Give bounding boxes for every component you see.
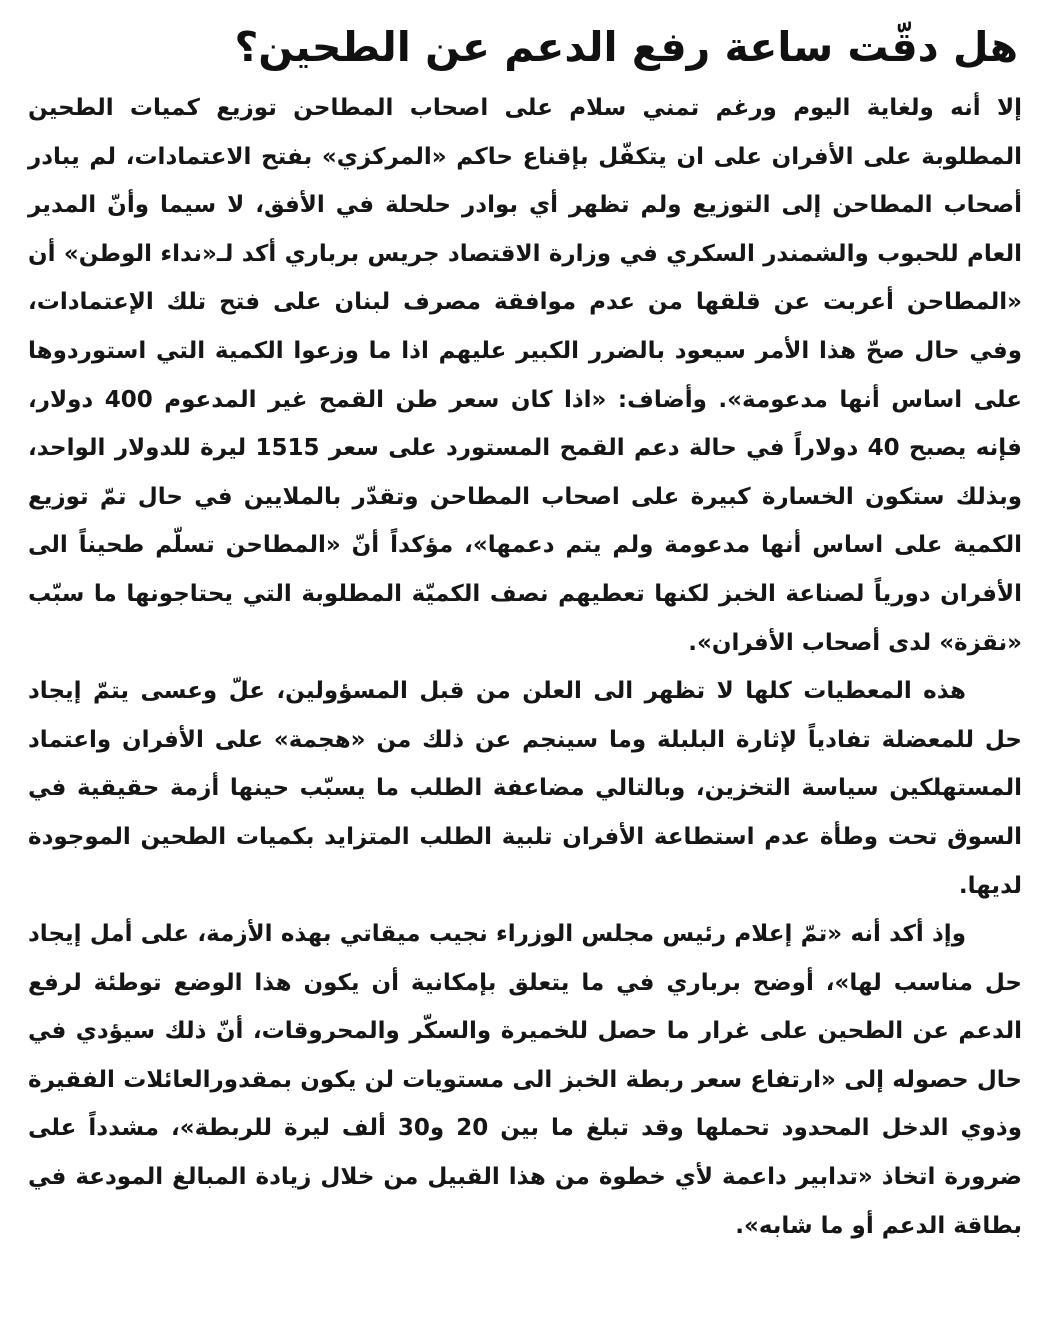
article-headline: هل دقّت ساعة رفع الدعم عن الطحين؟ <box>234 23 1018 71</box>
article-paragraph-2: هذه المعطيات كلها لا تظهر الى العلن من قبل المسؤولين، علّ وعسى يتمّ إيجاد حل للمعضلة تفادياً لإثارة البلبلة وما سينجم عن ذلك من «هجمة» على الأفران واعتماد المستهلكين سياسة التخزين، وبالتالي مضاعفة الطلب ما يسبّب حينها أزمة حقيقية في السوق تحت وطأة عدم استطاعة الأفران تلبية الطلب المتزايد بكميات الطحين الموجودة لديها. <box>28 678 1022 899</box>
article-paragraph-3: وإذ أكد أنه «تمّ إعلام رئيس مجلس الوزراء نجيب ميقاتي بهذه الأزمة، على أمل إيجاد حل مناسب لها»، أوضح برباري في ما يتعلق بإمكانية أن يكون هذا الوضع توطئة لرفع الدعم عن الطحين على غرار ما حصل للخميرة والسكّر والمحروقات، أنّ ذلك سيؤدي في حال حصوله إلى «ارتفاع سعر ربطة الخبز الى مستويات لن يكون بمقدورالعائلات الفقيرة وذوي الدخل المحدود تحملها وقد تبلغ ما بين 20 و30 ألف ليرة للربطة»، مشدداً على ضرورة اتخاذ «تدابير داعمة لأي خطوة من هذا القبيل من خلال زيادة المبالغ المودعة في بطاقة الدعم أو ما شابه». <box>28 921 1022 1239</box>
news-article <box>28 14 1022 1320</box>
article-body <box>28 84 1022 1250</box>
article-paragraph-1: إلا أنه ولغاية اليوم ورغم تمني سلام على اصحاب المطاحن توزيع كميات الطحين المطلوبة على الأفران على ان يتكفّل بإقناع حاكم «المركزي» بفتح الاعتمادات، لم يبادر أصحاب المطاحن إلى التوزيع ولم تظهر أي بوادر حلحلة في الأفق، لا سيما وأنّ المدير العام للحبوب والشمندر السكري في وزارة الاقتصاد جريس برباري أكد لـ«نداء الوطن» أن «المطاحن أعربت عن قلقها من عدم موافقة مصرف لبنان على فتح تلك الإعتمادات، وفي حال صحّ هذا الأمر سيعود بالضرر الكبير عليهم اذا ما وزعوا الكمية التي استوردوها على اساس أنها مدعومة». وأضاف: «اذا كان سعر طن القمح غير المدعوم 400 دولار، فإنه يصبح 40 دولاراً في حالة دعم القمح المستورد على سعر 1515 ليرة للدولار الواحد، وبذلك ستكون الخسارة كبيرة على اصحاب المطاحن وتقدّر بالملايين في حال تمّ توزيع الكمية على اساس أنها مدعومة ولم يتم دعمها»، مؤكداً أنّ «المطاحن تسلّم طحيناً الى الأفران دورياً لصناعة الخبز لكنها تعطيهم نصف الكميّة المطلوبة التي يحتاجونها ما سبّب «نقزة» لدى أصحاب الأفران». <box>28 95 1022 656</box>
